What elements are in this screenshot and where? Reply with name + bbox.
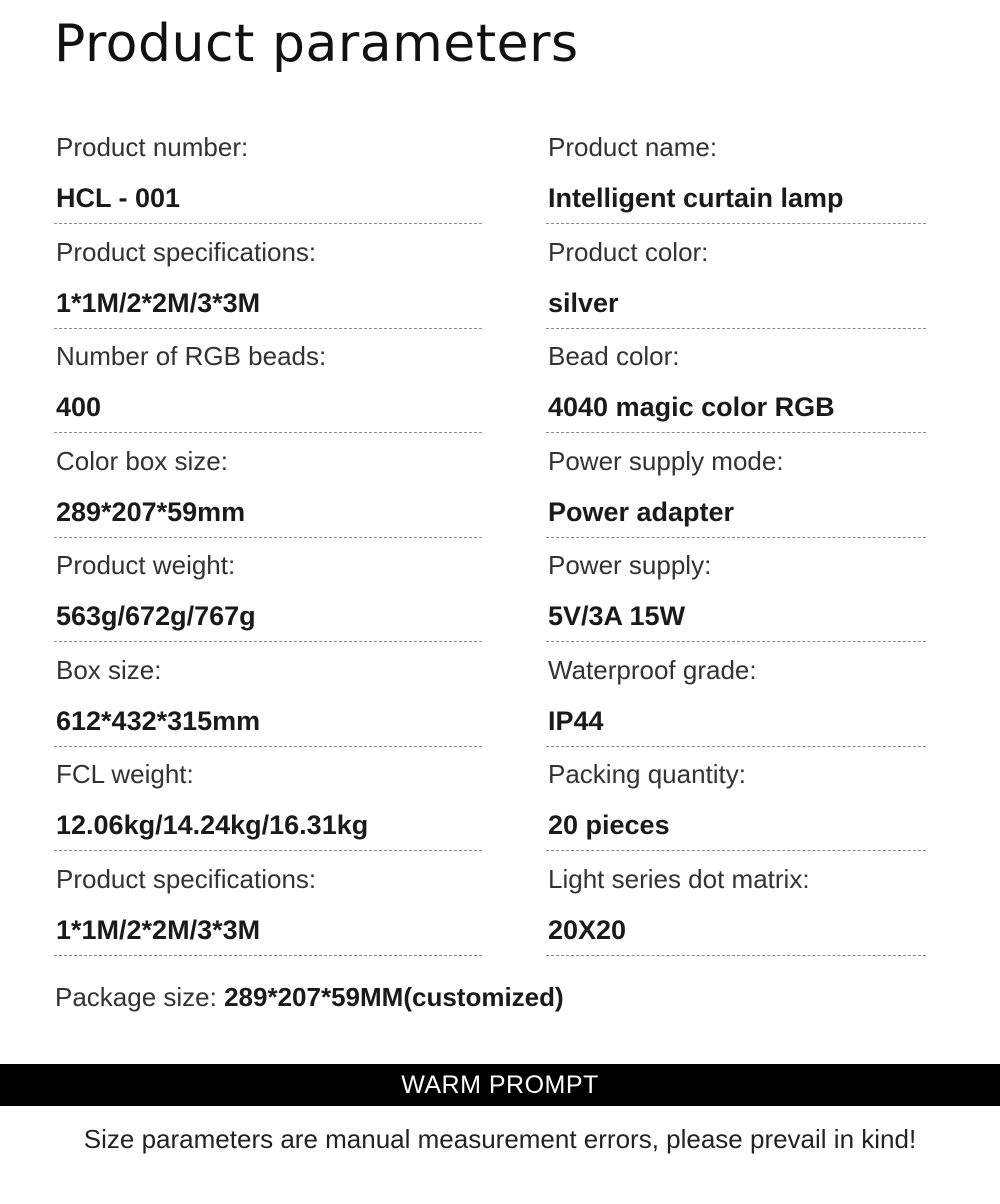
dashed-divider: [546, 432, 926, 433]
param-value: Power adapter: [548, 496, 735, 527]
param-value: 20X20: [548, 914, 627, 945]
param-value: 400: [56, 392, 102, 422]
param-label: Waterproof grade:: [548, 654, 757, 685]
parameters-left-column: [54, 126, 482, 962]
param-label: FCL weight:: [56, 759, 194, 789]
param-label: Color box size:: [56, 445, 228, 476]
param-box-size: [54, 649, 482, 754]
param-label: Number of RGB beads:: [56, 341, 327, 371]
dashed-divider: [54, 223, 482, 224]
param-value: Intelligent curtain lamp: [548, 183, 844, 213]
param-power-supply: [546, 544, 926, 649]
param-label: Box size:: [56, 654, 162, 685]
dashed-divider: [54, 746, 482, 747]
param-power-supply-mode: [546, 440, 926, 545]
package-size-label: Package size:: [55, 982, 225, 1012]
dashed-divider: [546, 328, 926, 329]
dashed-divider: [546, 955, 926, 956]
param-product-specifications: [54, 231, 482, 336]
dashed-divider: [546, 850, 926, 851]
banner-text: WARM PROMPT: [401, 1070, 599, 1099]
param-product-name: [546, 126, 926, 231]
param-label: Product specifications:: [56, 236, 317, 267]
param-value: 20 pieces: [548, 810, 670, 840]
param-dot-matrix: [546, 858, 926, 963]
param-color-box-size: [54, 440, 482, 545]
param-label: Packing quantity:: [548, 759, 747, 789]
dashed-divider: [54, 537, 482, 538]
param-label: Power supply:: [548, 550, 712, 580]
package-size-value: 289*207*59MM(customized): [224, 982, 564, 1012]
param-value: HCL - 001: [56, 183, 181, 213]
package-size: [55, 982, 564, 1013]
param-value: 12.06kg/14.24kg/16.31kg: [56, 810, 369, 840]
param-product-number: [54, 126, 482, 231]
warm-prompt-note: Size parameters are manual measurement errors, please prevail in kind!: [83, 1124, 917, 1154]
warm-prompt-banner: [0, 1064, 1000, 1106]
param-product-weight: [54, 544, 482, 649]
param-label: Product specifications:: [56, 863, 317, 894]
param-label: Product number:: [56, 132, 249, 162]
dashed-divider: [546, 223, 926, 224]
param-label: Product weight:: [56, 550, 236, 580]
dashed-divider: [546, 746, 926, 747]
param-rgb-beads: [54, 335, 482, 440]
param-value: 1*1M/2*2M/3*3M: [56, 287, 261, 318]
dashed-divider: [54, 641, 482, 642]
param-value: 563g/672g/767g: [56, 601, 256, 631]
param-product-specifications-2: [54, 858, 482, 963]
param-value: silver: [548, 287, 619, 318]
param-value: 1*1M/2*2M/3*3M: [56, 914, 261, 945]
dashed-divider: [54, 328, 482, 329]
param-label: Product color:: [548, 236, 709, 267]
param-product-color: [546, 231, 926, 336]
param-bead-color: [546, 335, 926, 440]
param-value: 289*207*59mm: [56, 496, 246, 527]
param-value: 5V/3A 15W: [548, 601, 686, 631]
dashed-divider: [54, 432, 482, 433]
param-value: 612*432*315mm: [56, 705, 261, 736]
parameters-right-column: [546, 126, 926, 962]
param-label: Light series dot matrix:: [548, 863, 810, 894]
param-label: Bead color:: [548, 341, 680, 371]
param-packing-quantity: [546, 753, 926, 858]
param-label: Product name:: [548, 132, 718, 162]
dashed-divider: [546, 537, 926, 538]
param-label: Power supply mode:: [548, 445, 784, 476]
param-waterproof-grade: [546, 649, 926, 754]
param-value: 4040 magic color RGB: [548, 392, 835, 422]
param-value: IP44: [548, 705, 604, 736]
param-fcl-weight: [54, 753, 482, 858]
dashed-divider: [54, 850, 482, 851]
dashed-divider: [546, 641, 926, 642]
page-title: Product parameters: [54, 14, 579, 74]
dashed-divider: [54, 955, 482, 956]
